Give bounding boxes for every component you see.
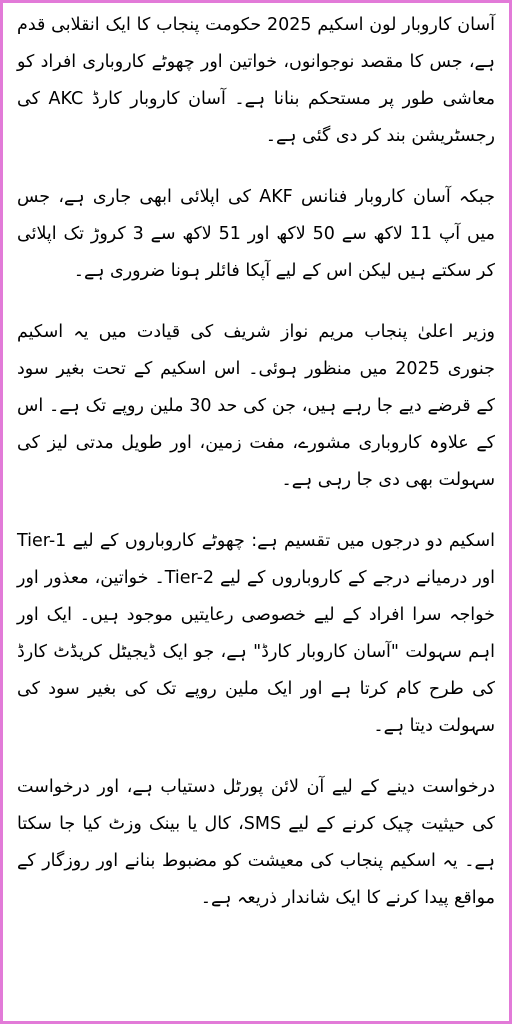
paragraph-tiers: اسکیم دو درجوں میں تقسیم ہے: چھوٹے کاروباروں کے لیے Tier-1 اور درمیانے درجے کے کاروباروں کے لیے Tier-2۔ خواتین، معذور اور خواجہ سرا افراد کے لیے خصوصی رعایتیں موجود ہیں۔ ایک اور اہم سہولت "آسان کاروبار کارڈ" ہے، جو ایک ڈیجیٹل کریڈٹ کارڈ کی طرح کام کرتا ہے اور ایک ملین روپے تک کی بغیر سود کی سہولت دیتا ہے۔ [17, 531, 496, 736]
paragraph-application: درخواست دینے کے لیے آن لائن پورٹل دستیاب ہے، اور درخواست کی حیثیت چیک کرنے کے لیے SMS، کال یا بینک وزٹ کیا جا سکتا ہے۔ یہ اسکیم پنجاب کی معیشت کو مضبوط بنانے اور روزگار کے مواقع پیدا کرنے کا ایک شاندار ذریعہ ہے۔ [17, 777, 495, 908]
paragraph-spacer [17, 290, 495, 314]
paragraph-akf-finance: جبکہ آسان کاروبار فنانس AKF کی اپلائی ابھی جاری ہے، جس میں آپ 11 لاکھ سے 50 لاکھ اور 51 لاکھ سے 3 کروڑ تک اپلائی کر سکتے ہیں لیکن اس کے لیے آپکا فائلر ہونا ضروری ہے۔ [17, 187, 495, 281]
paragraph-scheme-details: وزیر اعلیٰ پنجاب مریم نواز شریف کی قیادت میں یہ اسکیم جنوری 2025 میں منظور ہوئی۔ اس اسکیم کے تحت بغیر سود کے قرضے دیے جا رہے ہیں، جن کی حد 30 ملین روپے تک ہے۔ اس کے علاوہ کاروباری مشورے، مفت زمین، اور طویل مدتی لیز کی سہولت بھی دی جا رہی ہے۔ [17, 322, 495, 490]
paragraph-spacer [17, 499, 495, 523]
paragraph-akc-intro: آسان کاروبار لون اسکیم 2025 حکومت پنجاب کا ایک انقلابی قدم ہے، جس کا مقصد نوجوانوں، خواتین اور چھوٹے کاروباری افراد کو معاشی طور پر مستحکم بنانا ہے۔ آسان کاروبار کارڈ AKC کی رجسٹریشن بند کر دی گئی ہے۔ [17, 15, 495, 146]
paragraph-spacer [17, 745, 495, 769]
paragraph-spacer [17, 155, 495, 179]
